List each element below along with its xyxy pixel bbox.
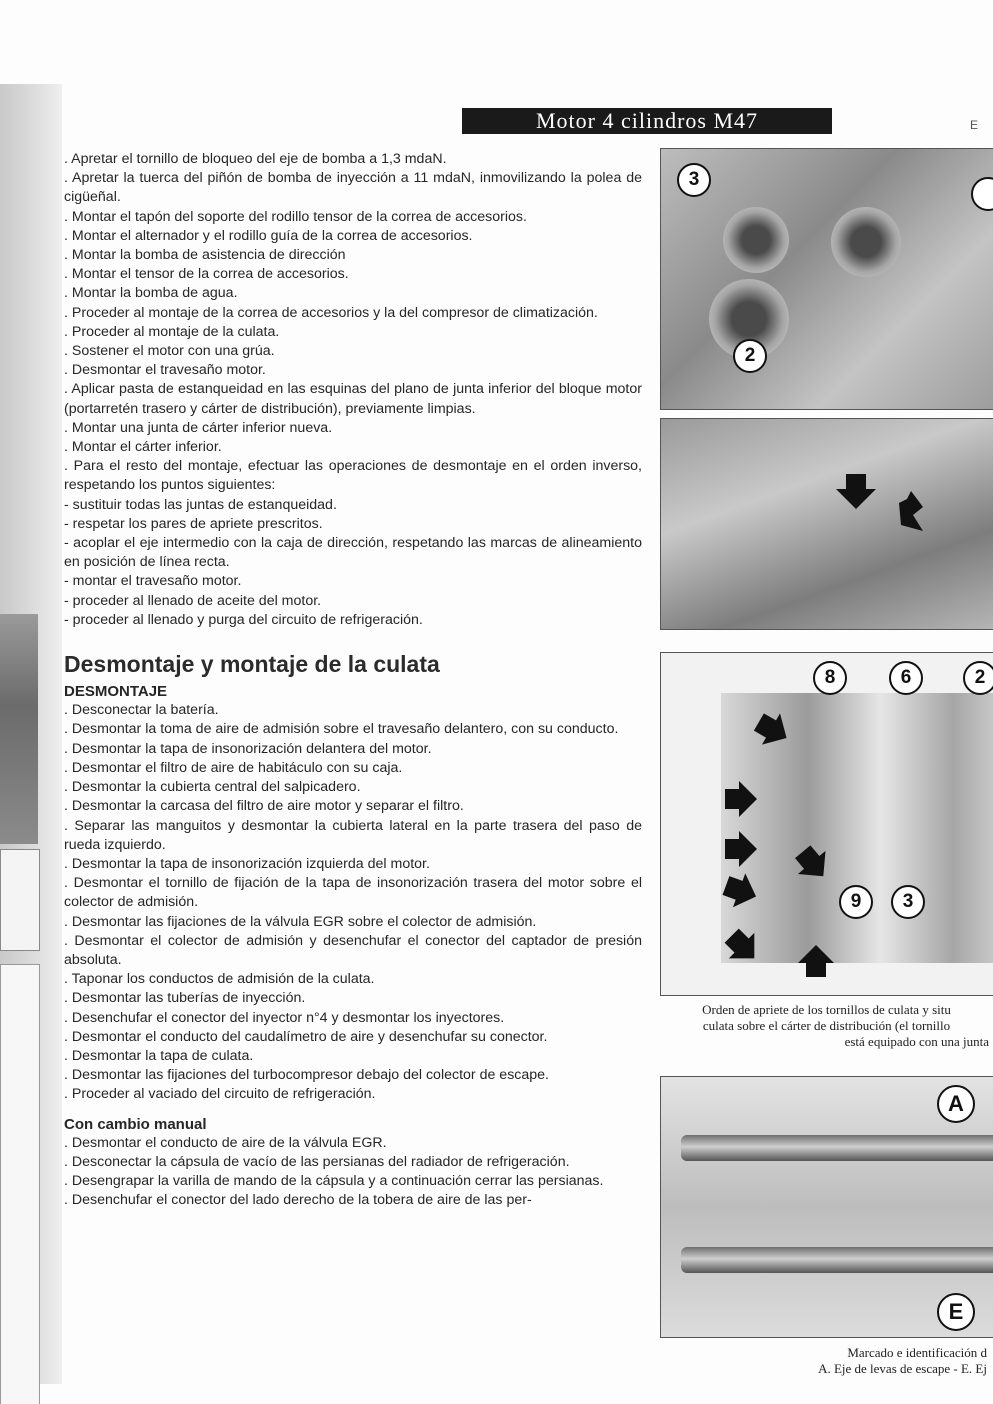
header-edge-letter: E <box>970 118 979 132</box>
running-header <box>462 108 832 134</box>
procedure-step: . Desmontar la tapa de insonorización delantera del motor. <box>64 740 432 757</box>
caption-line: A. Eje de levas de escape - E. Ej <box>818 1361 987 1376</box>
procedure-step: . Desmontar el colector de admisión y desenchufar el conector del captador de presión absoluta. <box>64 932 642 968</box>
arrow-icon <box>720 869 762 914</box>
procedure-list-top <box>64 150 642 630</box>
caption-line: está equipado con una junta <box>844 1034 989 1049</box>
figure-arrows <box>661 419 993 629</box>
marker-3: 3 <box>891 885 925 919</box>
procedure-step: - proceder al llenado y purga del circuito de refrigeración. <box>64 611 423 628</box>
figure-caption-tightening-order <box>660 1002 993 1050</box>
procedure-step: - respetar los pares de apriete prescritos. <box>64 515 323 532</box>
procedure-step: . Desconectar la cápsula de vacío de las persianas del radiador de refrigeración. <box>64 1153 570 1170</box>
figure-tightening-order <box>660 652 993 996</box>
procedure-step: . Montar el tensor de la correa de accesorios. <box>64 266 349 283</box>
procedure-step: . Desengrapar la varilla de mando de la cápsula y a continuación cerrar las persianas. <box>64 1173 604 1190</box>
procedure-list-manual <box>64 1134 642 1211</box>
figure-arrows <box>661 653 993 995</box>
figure-camshaft-marking <box>660 1076 993 1338</box>
marker-E: E <box>937 1293 975 1331</box>
arrow-icon <box>899 491 923 531</box>
arrow-icon <box>836 474 876 509</box>
figure-bore <box>723 207 789 273</box>
caption-line: Marcado e identificación d <box>847 1345 987 1360</box>
procedure-step: . Desmontar el conducto del caudalímetro de aire y desenchufar su conector. <box>64 1028 548 1045</box>
caption-line: culata sobre el cárter de distribución (el tornillo <box>702 1018 951 1033</box>
running-header-title: Motor 4 cilindros M47 <box>535 108 759 133</box>
marker-6: 6 <box>889 661 923 695</box>
procedure-step: . Proceder al montaje de la culata. <box>64 323 280 340</box>
procedure-step: - montar el travesaño motor. <box>64 573 242 590</box>
procedure-step: - sustituir todas las juntas de estanqueidad. <box>64 496 337 513</box>
marker-A: A <box>937 1085 975 1123</box>
marker-9: 9 <box>839 885 873 919</box>
marker-2: 2 <box>963 661 993 695</box>
marker-2: 2 <box>733 339 767 373</box>
procedure-step: . Desmontar la carcasa del filtro de aire motor y separar el filtro. <box>64 798 464 815</box>
subheading-cambio-manual: Con cambio manual <box>64 1115 207 1133</box>
procedure-step: . Desconectar la batería. <box>64 702 219 719</box>
procedure-step: . Desmontar la tapa de culata. <box>64 1047 254 1064</box>
figure-bore <box>831 207 901 277</box>
marker-partial <box>971 177 993 211</box>
figure-caption-camshaft <box>660 1345 993 1377</box>
procedure-step: . Desmontar la toma de aire de admisión sobre el travesaño delantero, con su conducto. <box>64 721 619 738</box>
arrow-icon <box>750 706 796 753</box>
arrow-icon <box>725 781 757 817</box>
caption-line: Orden de apriete de los tornillos de culata y situ <box>702 1002 951 1017</box>
procedure-step: . Desmontar la tapa de insonorización izquierda del motor. <box>64 855 430 872</box>
figure-camshaft-exhaust <box>681 1135 993 1161</box>
procedure-step: . Montar una junta de cárter inferior nueva. <box>64 419 333 436</box>
procedure-step: . Desmontar las tuberías de inyección. <box>64 990 306 1007</box>
arrow-icon <box>789 840 837 888</box>
arrow-icon <box>725 831 757 867</box>
procedure-step: . Desenchufar el conector del inyector n°4 y desmontar los inyectores. <box>64 1009 505 1026</box>
procedure-step: . Montar el tapón del soporte del rodillo tensor de la correa de accesorios. <box>64 208 527 225</box>
procedure-step: . Para el resto del montaje, efectuar las operaciones de desmontaje en el orden inverso, respetando los puntos siguientes: <box>64 458 642 494</box>
procedure-step: . Desmontar las fijaciones del turbocompresor debajo del colector de escape. <box>64 1067 550 1084</box>
procedure-step: . Desmontar el conducto de aire de la válvula EGR. <box>64 1134 387 1151</box>
section-title: Desmontaje y montaje de la culata <box>64 651 440 678</box>
procedure-step: . Proceder al vaciado del circuito de refrigeración. <box>64 1086 376 1103</box>
figure-camshaft-intake <box>681 1247 993 1273</box>
procedure-step: . Aplicar pasta de estanqueidad en las esquinas del plano de junta inferior del bloque motor (portarretén trasero y cárter de distribución), previamente limpias. <box>64 381 642 417</box>
procedure-step: . Desmontar la cubierta central del salpicadero. <box>64 779 361 796</box>
text-column <box>64 150 642 1211</box>
procedure-step: . Desmontar el tornillo de fijación de la tapa de insonorización trasera del motor sobre el colector de admisión. <box>64 875 642 911</box>
procedure-step: . Montar la bomba de asistencia de dirección <box>64 247 346 264</box>
previous-page-image-fragment <box>0 614 38 844</box>
arrow-icon <box>719 923 767 971</box>
procedure-step: - acoplar el eje intermedio con la caja de dirección, respetando las marcas de alineamiento en posición de línea recta. <box>64 535 642 571</box>
procedure-step: . Montar el cárter inferior. <box>64 439 222 456</box>
procedure-step: . Taponar los conductos de admisión de la culata. <box>64 971 375 988</box>
procedure-step: . Desenchufar el conector del lado derecho de la tobera de aire de las per- <box>64 1192 532 1209</box>
procedure-step: . Desmontar el travesaño motor. <box>64 362 266 379</box>
subheading-desmontaje: DESMONTAJE <box>64 683 168 701</box>
marker-8: 8 <box>813 661 847 695</box>
arrow-icon <box>798 945 834 977</box>
previous-page-frame-lower <box>0 964 40 1404</box>
procedure-step: . Desmontar el filtro de aire de habitáculo con su caja. <box>64 759 403 776</box>
figure-gasket-surface <box>660 418 993 630</box>
procedure-step: . Montar el alternador y el rodillo guía de la correa de accesorios. <box>64 227 473 244</box>
procedure-step: . Apretar el tornillo de bloqueo del eje de bomba a 1,3 mdaN. <box>64 151 447 167</box>
procedure-step: . Montar la bomba de agua. <box>64 285 238 302</box>
previous-page-edge <box>0 84 62 1384</box>
procedure-step: . Desmontar las fijaciones de la válvula EGR sobre el colector de admisión. <box>64 913 537 930</box>
procedure-step: . Apretar la tuerca del piñón de bomba de inyección a 11 mdaN, inmovilizando la polea de cigüeñal. <box>64 170 642 206</box>
procedure-step: . Separar las manguitos y desmontar la cubierta lateral en la parte trasera del paso de rueda izquierdo. <box>64 817 642 853</box>
figure-cylinder-head-top <box>660 148 993 410</box>
procedure-step: . Proceder al montaje de la correa de accesorios y la del compresor de climatización. <box>64 304 598 321</box>
marker-3: 3 <box>677 163 711 197</box>
procedure-list-desmontaje <box>64 701 642 1104</box>
procedure-step: - proceder al llenado de aceite del motor. <box>64 592 322 609</box>
procedure-step: . Sostener el motor con una grúa. <box>64 343 275 360</box>
previous-page-frame <box>0 849 40 951</box>
